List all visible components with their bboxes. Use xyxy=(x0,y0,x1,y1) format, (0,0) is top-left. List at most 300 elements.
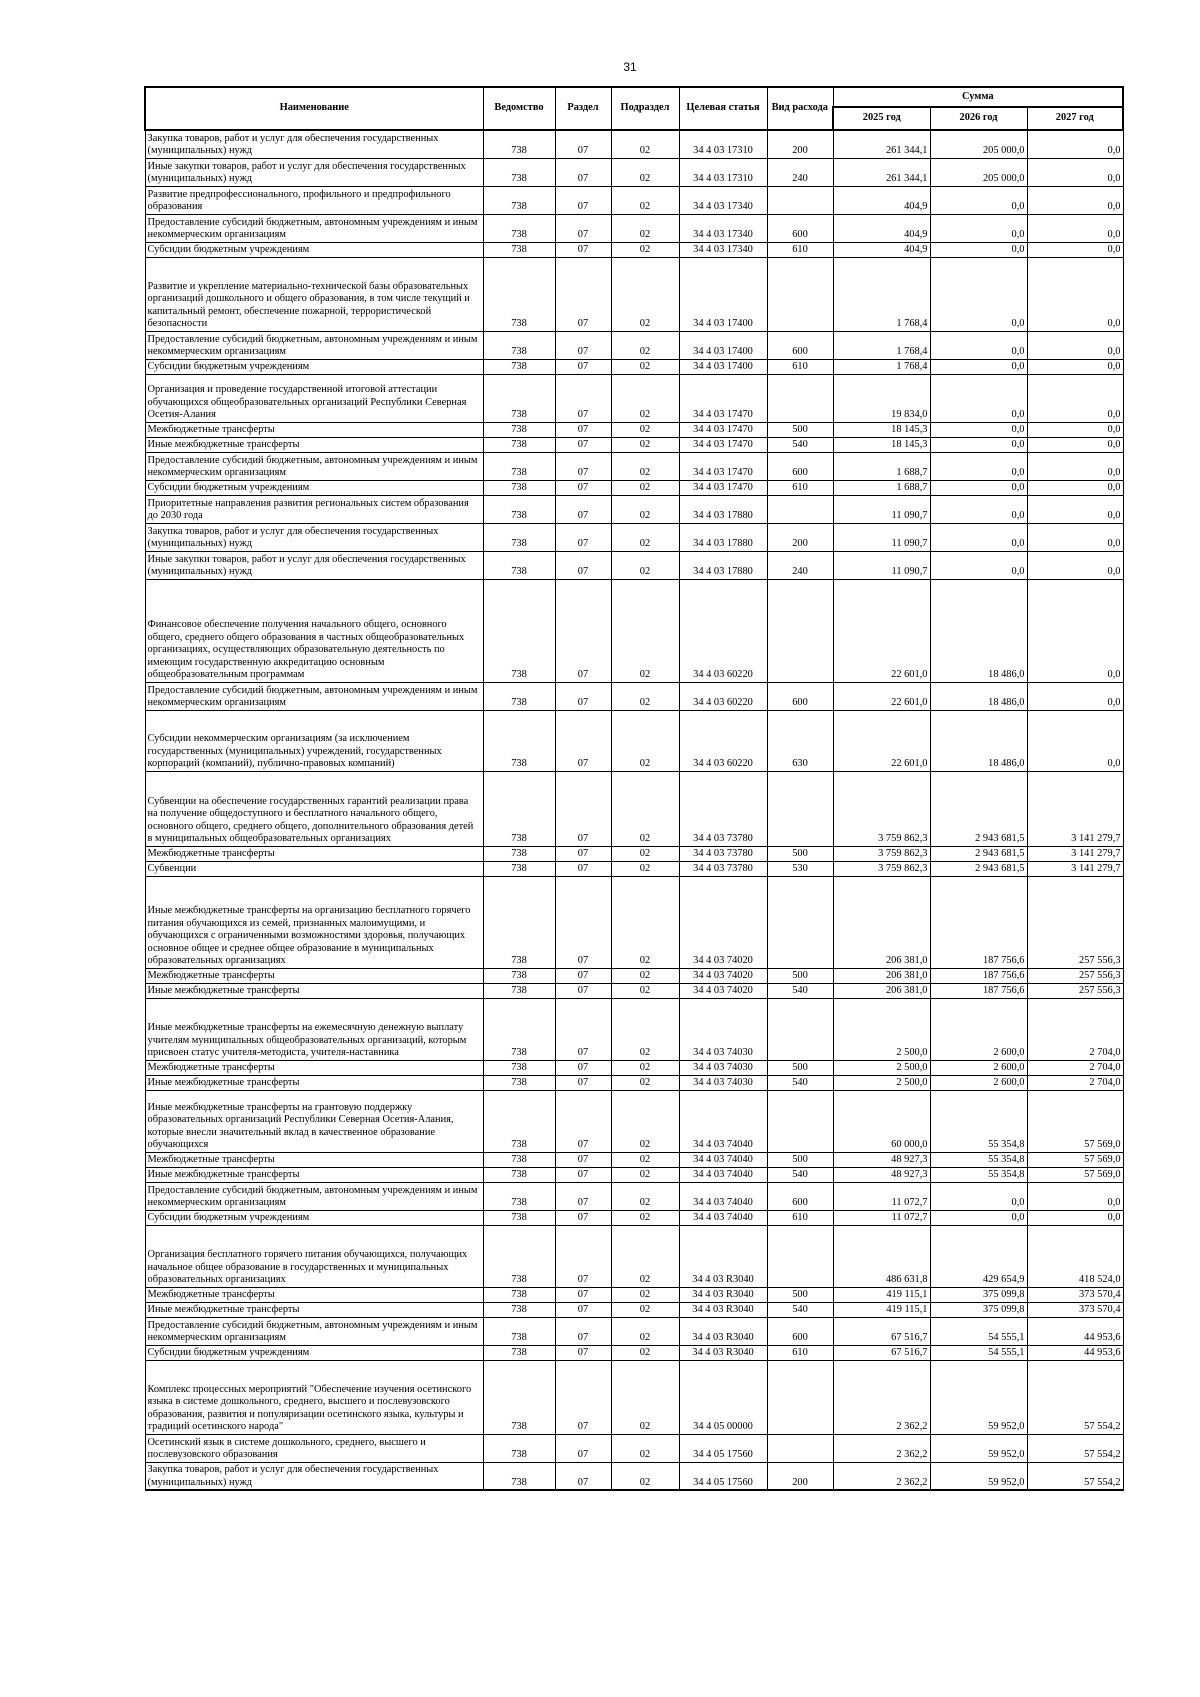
cell-sum-2025: 48 927,3 xyxy=(833,1167,930,1182)
cell-target-article: 34 4 03 74020 xyxy=(679,983,767,998)
cell-department: 738 xyxy=(483,846,555,861)
cell-sum-2027: 0,0 xyxy=(1027,495,1123,523)
cell-subsection: 02 xyxy=(611,374,679,422)
cell-sum-2025: 22 601,0 xyxy=(833,710,930,771)
cell-department: 738 xyxy=(483,983,555,998)
table-row xyxy=(145,876,1123,968)
cell-name: Субсидии некоммерческим организациям (за исключением государственных (муниципальных) учреждений, государственных корпораций (компаний), публично-правовых компаний) xyxy=(145,710,483,771)
cell-name: Субсидии бюджетным учреждениям xyxy=(145,480,483,495)
table-row xyxy=(145,1345,1123,1360)
table-row xyxy=(145,523,1123,551)
cell-sum-2025: 1 688,7 xyxy=(833,480,930,495)
cell-target-article: 34 4 03 17310 xyxy=(679,158,767,186)
cell-department: 738 xyxy=(483,579,555,682)
cell-sum-2027: 0,0 xyxy=(1027,682,1123,710)
cell-target-article: 34 4 03 17470 xyxy=(679,437,767,452)
cell-name: Закупка товаров, работ и услуг для обеспечения государственных (муниципальных) нужд xyxy=(145,523,483,551)
cell-sum-2025: 1 768,4 xyxy=(833,331,930,359)
cell-sum-2025: 11 072,7 xyxy=(833,1210,930,1225)
cell-sum-2026: 187 756,6 xyxy=(930,876,1027,968)
cell-sum-2027: 0,0 xyxy=(1027,452,1123,480)
cell-subsection: 02 xyxy=(611,1345,679,1360)
cell-subsection: 02 xyxy=(611,1090,679,1152)
cell-department: 738 xyxy=(483,1434,555,1462)
cell-subsection: 02 xyxy=(611,983,679,998)
cell-section: 07 xyxy=(555,374,611,422)
cell-name: Иные межбюджетные трансферты на ежемесячную денежную выплату учителям муниципальных общеобразовательных организаций, которым присвоен статус учителя-методиста, учителя-наставника xyxy=(145,998,483,1060)
cell-target-article: 34 4 03 73780 xyxy=(679,861,767,876)
table-row xyxy=(145,130,1123,158)
cell-section: 07 xyxy=(555,861,611,876)
table-row xyxy=(145,1317,1123,1345)
cell-sum-2027: 0,0 xyxy=(1027,214,1123,242)
cell-name: Предоставление субсидий бюджетным, автономным учреждениям и иным некоммерческим организациям xyxy=(145,1182,483,1210)
cell-department: 738 xyxy=(483,1210,555,1225)
cell-subsection: 02 xyxy=(611,1225,679,1287)
header-year-2027: 2027 год xyxy=(1027,107,1123,130)
cell-expense-type: 240 xyxy=(767,551,833,579)
cell-name: Иные закупки товаров, работ и услуг для обеспечения государственных (муниципальных) нужд xyxy=(145,158,483,186)
cell-sum-2027: 257 556,3 xyxy=(1027,983,1123,998)
cell-subsection: 02 xyxy=(611,452,679,480)
cell-sum-2026: 187 756,6 xyxy=(930,968,1027,983)
cell-subsection: 02 xyxy=(611,359,679,374)
cell-expense-type xyxy=(767,257,833,331)
cell-section: 07 xyxy=(555,846,611,861)
cell-sum-2026: 18 486,0 xyxy=(930,682,1027,710)
table-row xyxy=(145,374,1123,422)
cell-sum-2027: 2 704,0 xyxy=(1027,1060,1123,1075)
cell-sum-2025: 486 631,8 xyxy=(833,1225,930,1287)
cell-sum-2025: 22 601,0 xyxy=(833,579,930,682)
cell-section: 07 xyxy=(555,682,611,710)
cell-sum-2025: 1 688,7 xyxy=(833,452,930,480)
cell-section: 07 xyxy=(555,495,611,523)
cell-section: 07 xyxy=(555,983,611,998)
cell-sum-2026: 0,0 xyxy=(930,331,1027,359)
cell-section: 07 xyxy=(555,876,611,968)
cell-name: Иные межбюджетные трансферты на организацию бесплатного горячего питания обучающихся из семей, признанных малоимущими, и обучающихся с ограниченными возможностями здоровья, получающих основное общее и среднее общее образование в муниципальных образовательных организациях xyxy=(145,876,483,968)
cell-target-article: 34 4 03 74030 xyxy=(679,998,767,1060)
cell-subsection: 02 xyxy=(611,480,679,495)
cell-department: 738 xyxy=(483,551,555,579)
cell-sum-2025: 11 090,7 xyxy=(833,495,930,523)
cell-subsection: 02 xyxy=(611,495,679,523)
cell-sum-2027: 44 953,6 xyxy=(1027,1317,1123,1345)
cell-sum-2026: 55 354,8 xyxy=(930,1090,1027,1152)
cell-subsection: 02 xyxy=(611,130,679,158)
cell-target-article: 34 4 03 74040 xyxy=(679,1090,767,1152)
table-row xyxy=(145,1302,1123,1317)
cell-department: 738 xyxy=(483,186,555,214)
cell-section: 07 xyxy=(555,1152,611,1167)
cell-sum-2025: 67 516,7 xyxy=(833,1317,930,1345)
cell-name: Закупка товаров, работ и услуг для обеспечения государственных (муниципальных) нужд xyxy=(145,1462,483,1490)
table-row xyxy=(145,359,1123,374)
cell-department: 738 xyxy=(483,998,555,1060)
cell-sum-2026: 0,0 xyxy=(930,495,1027,523)
cell-target-article: 34 4 03 17470 xyxy=(679,480,767,495)
table-row xyxy=(145,771,1123,846)
cell-department: 738 xyxy=(483,1302,555,1317)
cell-department: 738 xyxy=(483,1152,555,1167)
cell-department: 738 xyxy=(483,495,555,523)
cell-sum-2026: 2 600,0 xyxy=(930,1060,1027,1075)
cell-name: Иные межбюджетные трансферты xyxy=(145,437,483,452)
table-row xyxy=(145,437,1123,452)
table-row xyxy=(145,1152,1123,1167)
table-row xyxy=(145,1462,1123,1490)
cell-section: 07 xyxy=(555,158,611,186)
cell-subsection: 02 xyxy=(611,1434,679,1462)
cell-sum-2026: 0,0 xyxy=(930,523,1027,551)
cell-subsection: 02 xyxy=(611,1360,679,1434)
cell-sum-2026: 375 099,8 xyxy=(930,1302,1027,1317)
table-row xyxy=(145,1287,1123,1302)
cell-subsection: 02 xyxy=(611,158,679,186)
cell-section: 07 xyxy=(555,214,611,242)
cell-subsection: 02 xyxy=(611,1182,679,1210)
cell-sum-2026: 55 354,8 xyxy=(930,1167,1027,1182)
table-row xyxy=(145,331,1123,359)
cell-target-article: 34 4 03 74040 xyxy=(679,1167,767,1182)
cell-target-article: 34 4 03 17880 xyxy=(679,523,767,551)
cell-sum-2026: 0,0 xyxy=(930,359,1027,374)
table-row xyxy=(145,998,1123,1060)
cell-sum-2027: 0,0 xyxy=(1027,130,1123,158)
cell-sum-2025: 2 362,2 xyxy=(833,1360,930,1434)
cell-expense-type xyxy=(767,771,833,846)
cell-name: Организация бесплатного горячего питания обучающихся, получающих начальное общее образование в государственных и муниципальных образовательных организациях xyxy=(145,1225,483,1287)
cell-target-article: 34 4 03 73780 xyxy=(679,846,767,861)
cell-expense-type: 500 xyxy=(767,1060,833,1075)
cell-subsection: 02 xyxy=(611,771,679,846)
table-row xyxy=(145,983,1123,998)
cell-section: 07 xyxy=(555,130,611,158)
cell-sum-2027: 373 570,4 xyxy=(1027,1287,1123,1302)
cell-expense-type: 200 xyxy=(767,130,833,158)
cell-sum-2026: 0,0 xyxy=(930,551,1027,579)
cell-expense-type xyxy=(767,579,833,682)
cell-section: 07 xyxy=(555,523,611,551)
cell-section: 07 xyxy=(555,1210,611,1225)
cell-sum-2027: 0,0 xyxy=(1027,1182,1123,1210)
table-row xyxy=(145,1210,1123,1225)
cell-sum-2027: 0,0 xyxy=(1027,480,1123,495)
cell-expense-type: 600 xyxy=(767,1182,833,1210)
header-expense-type: Вид расхода xyxy=(767,87,833,130)
cell-sum-2027: 3 141 279,7 xyxy=(1027,771,1123,846)
table-row xyxy=(145,452,1123,480)
cell-sum-2026: 59 952,0 xyxy=(930,1360,1027,1434)
cell-subsection: 02 xyxy=(611,1287,679,1302)
cell-department: 738 xyxy=(483,861,555,876)
cell-target-article: 34 4 03 R3040 xyxy=(679,1225,767,1287)
cell-sum-2027: 0,0 xyxy=(1027,359,1123,374)
cell-expense-type xyxy=(767,998,833,1060)
cell-sum-2027: 0,0 xyxy=(1027,523,1123,551)
cell-sum-2026: 55 354,8 xyxy=(930,1152,1027,1167)
cell-section: 07 xyxy=(555,579,611,682)
cell-sum-2026: 0,0 xyxy=(930,257,1027,331)
cell-section: 07 xyxy=(555,186,611,214)
cell-section: 07 xyxy=(555,480,611,495)
cell-target-article: 34 4 03 74040 xyxy=(679,1152,767,1167)
cell-sum-2027: 57 554,2 xyxy=(1027,1462,1123,1490)
cell-section: 07 xyxy=(555,1434,611,1462)
cell-name: Иные закупки товаров, работ и услуг для обеспечения государственных (муниципальных) нужд xyxy=(145,551,483,579)
cell-subsection: 02 xyxy=(611,1462,679,1490)
cell-section: 07 xyxy=(555,437,611,452)
cell-department: 738 xyxy=(483,257,555,331)
cell-sum-2027: 57 569,0 xyxy=(1027,1167,1123,1182)
cell-section: 07 xyxy=(555,710,611,771)
cell-name: Предоставление субсидий бюджетным, автономным учреждениям и иным некоммерческим организациям xyxy=(145,214,483,242)
cell-sum-2027: 257 556,3 xyxy=(1027,968,1123,983)
cell-sum-2027: 57 569,0 xyxy=(1027,1152,1123,1167)
header-target-article: Целевая статья xyxy=(679,87,767,130)
cell-sum-2025: 2 362,2 xyxy=(833,1434,930,1462)
cell-name: Иные межбюджетные трансферты xyxy=(145,1075,483,1090)
cell-subsection: 02 xyxy=(611,186,679,214)
table-row xyxy=(145,1182,1123,1210)
cell-department: 738 xyxy=(483,1060,555,1075)
cell-target-article: 34 4 03 60220 xyxy=(679,579,767,682)
cell-subsection: 02 xyxy=(611,861,679,876)
cell-department: 738 xyxy=(483,876,555,968)
cell-sum-2027: 0,0 xyxy=(1027,422,1123,437)
cell-target-article: 34 4 03 17470 xyxy=(679,452,767,480)
cell-section: 07 xyxy=(555,359,611,374)
cell-sum-2025: 1 768,4 xyxy=(833,359,930,374)
cell-department: 738 xyxy=(483,771,555,846)
cell-section: 07 xyxy=(555,331,611,359)
cell-name: Комплекс процессных мероприятий "Обеспечение изучения осетинского языка в системе дошкольного, среднего, высшего и послевузовского образования, развития и популяризации осетинского языка, культуры и традиций осетинского народа" xyxy=(145,1360,483,1434)
cell-expense-type: 600 xyxy=(767,331,833,359)
cell-department: 738 xyxy=(483,1167,555,1182)
page-number: 31 xyxy=(623,60,637,74)
cell-target-article: 34 4 03 73780 xyxy=(679,771,767,846)
cell-name: Межбюджетные трансферты xyxy=(145,422,483,437)
cell-department: 738 xyxy=(483,1225,555,1287)
cell-subsection: 02 xyxy=(611,257,679,331)
cell-name: Межбюджетные трансферты xyxy=(145,968,483,983)
cell-target-article: 34 4 03 17340 xyxy=(679,242,767,257)
cell-name: Иные межбюджетные трансферты xyxy=(145,1302,483,1317)
cell-sum-2025: 22 601,0 xyxy=(833,682,930,710)
cell-sum-2025: 2 362,2 xyxy=(833,1462,930,1490)
cell-name: Межбюджетные трансферты xyxy=(145,1152,483,1167)
cell-sum-2026: 0,0 xyxy=(930,452,1027,480)
cell-sum-2027: 57 554,2 xyxy=(1027,1434,1123,1462)
cell-subsection: 02 xyxy=(611,214,679,242)
cell-sum-2025: 419 115,1 xyxy=(833,1287,930,1302)
cell-expense-type: 500 xyxy=(767,1152,833,1167)
cell-section: 07 xyxy=(555,968,611,983)
cell-section: 07 xyxy=(555,1167,611,1182)
cell-sum-2026: 0,0 xyxy=(930,374,1027,422)
cell-subsection: 02 xyxy=(611,968,679,983)
header-department: Ведомство xyxy=(483,87,555,130)
table-row xyxy=(145,1360,1123,1434)
cell-sum-2027: 2 704,0 xyxy=(1027,998,1123,1060)
cell-section: 07 xyxy=(555,1345,611,1360)
cell-sum-2026: 18 486,0 xyxy=(930,579,1027,682)
cell-section: 07 xyxy=(555,1462,611,1490)
cell-target-article: 34 4 03 17400 xyxy=(679,257,767,331)
cell-department: 738 xyxy=(483,523,555,551)
cell-subsection: 02 xyxy=(611,523,679,551)
cell-department: 738 xyxy=(483,1182,555,1210)
table-row xyxy=(145,257,1123,331)
table-row xyxy=(145,158,1123,186)
cell-sum-2026: 0,0 xyxy=(930,186,1027,214)
cell-sum-2026: 375 099,8 xyxy=(930,1287,1027,1302)
table-row xyxy=(145,1434,1123,1462)
cell-name: Субвенции на обеспечение государственных гарантий реализации права на получение общедоступного и бесплатного начального общего, основного общего, среднего общего, дополнительного образования детей в муниципальных общеобразовательных организациях xyxy=(145,771,483,846)
cell-department: 738 xyxy=(483,158,555,186)
cell-name: Иные межбюджетные трансферты xyxy=(145,983,483,998)
cell-expense-type: 610 xyxy=(767,242,833,257)
cell-section: 07 xyxy=(555,998,611,1060)
cell-expense-type xyxy=(767,374,833,422)
header-subsection: Подраздел xyxy=(611,87,679,130)
cell-department: 738 xyxy=(483,359,555,374)
cell-name: Субвенции xyxy=(145,861,483,876)
cell-department: 738 xyxy=(483,1287,555,1302)
cell-sum-2026: 0,0 xyxy=(930,1210,1027,1225)
cell-name: Межбюджетные трансферты xyxy=(145,1287,483,1302)
cell-sum-2025: 419 115,1 xyxy=(833,1302,930,1317)
cell-subsection: 02 xyxy=(611,710,679,771)
cell-subsection: 02 xyxy=(611,1167,679,1182)
cell-sum-2025: 60 000,0 xyxy=(833,1090,930,1152)
header-year-2026: 2026 год xyxy=(930,107,1027,130)
table-row xyxy=(145,495,1123,523)
cell-target-article: 34 4 03 R3040 xyxy=(679,1345,767,1360)
header-section: Раздел xyxy=(555,87,611,130)
cell-target-article: 34 4 03 74040 xyxy=(679,1182,767,1210)
cell-expense-type xyxy=(767,1090,833,1152)
cell-section: 07 xyxy=(555,1302,611,1317)
cell-sum-2027: 2 704,0 xyxy=(1027,1075,1123,1090)
cell-subsection: 02 xyxy=(611,1075,679,1090)
cell-sum-2025: 67 516,7 xyxy=(833,1345,930,1360)
cell-sum-2025: 19 834,0 xyxy=(833,374,930,422)
table-row xyxy=(145,1225,1123,1287)
cell-department: 738 xyxy=(483,1075,555,1090)
cell-sum-2026: 18 486,0 xyxy=(930,710,1027,771)
cell-expense-type xyxy=(767,1360,833,1434)
cell-sum-2026: 59 952,0 xyxy=(930,1462,1027,1490)
cell-name: Осетинский язык в системе дошкольного, среднего, высшего и послевузовского образования xyxy=(145,1434,483,1462)
cell-sum-2025: 2 500,0 xyxy=(833,1075,930,1090)
cell-department: 738 xyxy=(483,422,555,437)
cell-subsection: 02 xyxy=(611,1210,679,1225)
table-row xyxy=(145,710,1123,771)
cell-name: Субсидии бюджетным учреждениям xyxy=(145,359,483,374)
cell-target-article: 34 4 03 17340 xyxy=(679,214,767,242)
cell-sum-2027: 0,0 xyxy=(1027,158,1123,186)
cell-sum-2027: 373 570,4 xyxy=(1027,1302,1123,1317)
cell-section: 07 xyxy=(555,771,611,846)
cell-target-article: 34 4 05 17560 xyxy=(679,1462,767,1490)
cell-sum-2027: 57 569,0 xyxy=(1027,1090,1123,1152)
cell-target-article: 34 4 03 60220 xyxy=(679,682,767,710)
cell-department: 738 xyxy=(483,331,555,359)
cell-subsection: 02 xyxy=(611,1302,679,1317)
cell-sum-2026: 54 555,1 xyxy=(930,1317,1027,1345)
cell-subsection: 02 xyxy=(611,422,679,437)
cell-subsection: 02 xyxy=(611,876,679,968)
table-row xyxy=(145,1090,1123,1152)
cell-sum-2025: 48 927,3 xyxy=(833,1152,930,1167)
cell-sum-2027: 3 141 279,7 xyxy=(1027,861,1123,876)
cell-department: 738 xyxy=(483,1360,555,1434)
cell-sum-2026: 2 600,0 xyxy=(930,998,1027,1060)
cell-expense-type: 630 xyxy=(767,710,833,771)
cell-target-article: 34 4 03 17880 xyxy=(679,495,767,523)
cell-section: 07 xyxy=(555,1090,611,1152)
cell-target-article: 34 4 03 17310 xyxy=(679,130,767,158)
cell-subsection: 02 xyxy=(611,242,679,257)
cell-sum-2026: 0,0 xyxy=(930,422,1027,437)
cell-section: 07 xyxy=(555,242,611,257)
cell-expense-type: 500 xyxy=(767,1287,833,1302)
cell-section: 07 xyxy=(555,1225,611,1287)
cell-sum-2027: 0,0 xyxy=(1027,551,1123,579)
table-row xyxy=(145,422,1123,437)
cell-target-article: 34 4 03 74040 xyxy=(679,1210,767,1225)
cell-name: Предоставление субсидий бюджетным, автономным учреждениям и иным некоммерческим организациям xyxy=(145,682,483,710)
cell-target-article: 34 4 03 17400 xyxy=(679,331,767,359)
cell-sum-2027: 0,0 xyxy=(1027,331,1123,359)
cell-subsection: 02 xyxy=(611,1152,679,1167)
cell-sum-2025: 2 500,0 xyxy=(833,1060,930,1075)
header-name: Наименование xyxy=(145,87,483,130)
cell-department: 738 xyxy=(483,480,555,495)
cell-sum-2026: 0,0 xyxy=(930,1182,1027,1210)
cell-subsection: 02 xyxy=(611,1060,679,1075)
cell-target-article: 34 4 05 00000 xyxy=(679,1360,767,1434)
cell-sum-2025: 404,9 xyxy=(833,186,930,214)
cell-department: 738 xyxy=(483,130,555,158)
cell-expense-type: 600 xyxy=(767,214,833,242)
cell-sum-2025: 11 090,7 xyxy=(833,551,930,579)
cell-name: Субсидии бюджетным учреждениям xyxy=(145,1345,483,1360)
cell-section: 07 xyxy=(555,1182,611,1210)
cell-sum-2027: 0,0 xyxy=(1027,374,1123,422)
header-sum: Сумма xyxy=(833,87,1123,107)
cell-sum-2026: 205 000,0 xyxy=(930,130,1027,158)
cell-name: Финансовое обеспечение получения начального общего, основного общего, среднего общего образования в частных общеобразовательных организациях, осуществляющих образовательную деятельность по имеющим государственную аккредитацию основным общеобразовательным программам xyxy=(145,579,483,682)
cell-expense-type: 610 xyxy=(767,1345,833,1360)
cell-target-article: 34 4 03 R3040 xyxy=(679,1317,767,1345)
cell-expense-type: 500 xyxy=(767,422,833,437)
cell-sum-2026: 0,0 xyxy=(930,437,1027,452)
cell-expense-type: 200 xyxy=(767,523,833,551)
cell-name: Предоставление субсидий бюджетным, автономным учреждениям и иным некоммерческим организациям xyxy=(145,452,483,480)
cell-sum-2027: 0,0 xyxy=(1027,242,1123,257)
cell-sum-2026: 429 654,9 xyxy=(930,1225,1027,1287)
cell-expense-type: 610 xyxy=(767,1210,833,1225)
cell-department: 738 xyxy=(483,968,555,983)
cell-sum-2025: 206 381,0 xyxy=(833,983,930,998)
cell-sum-2025: 3 759 862,3 xyxy=(833,771,930,846)
cell-sum-2025: 11 090,7 xyxy=(833,523,930,551)
table-row xyxy=(145,242,1123,257)
cell-department: 738 xyxy=(483,1462,555,1490)
